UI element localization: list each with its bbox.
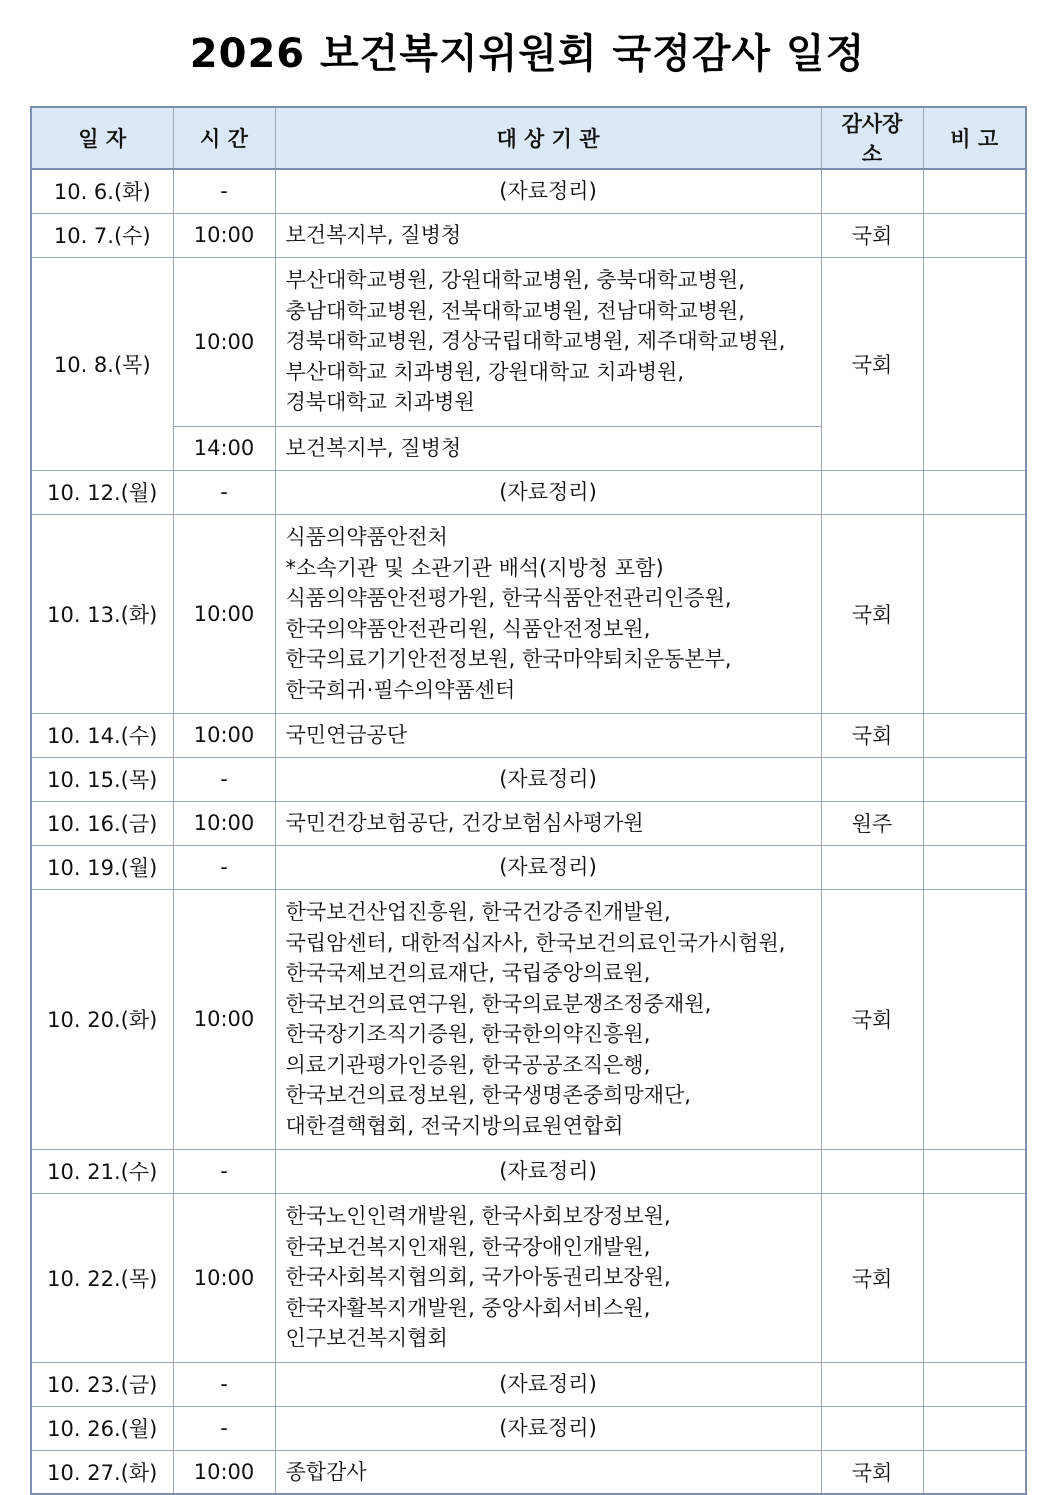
target-line: 보건복지부, 질병청 — [285, 222, 462, 247]
target-line: *소속기관 및 소관기관 배석(지방청 포함) — [285, 555, 664, 580]
target-cell — [275, 1362, 821, 1406]
header-row — [31, 107, 1026, 169]
table-row — [31, 1406, 1026, 1450]
note-cell — [923, 213, 1026, 257]
date-cell: 10. 6.(화) — [31, 169, 173, 213]
target-line: 한국의료기기안전정보원, 한국마약퇴치운동본부, — [285, 647, 732, 671]
target-line: 종합감사 — [285, 1459, 367, 1484]
target-cell — [275, 1193, 821, 1362]
date-cell: 10. 26.(월) — [31, 1406, 173, 1450]
target-line: 한국국제보건의료재단, 국립중앙의료원, — [285, 961, 651, 985]
schedule-body — [31, 169, 1026, 1494]
date-cell: 10. 7.(수) — [31, 213, 173, 257]
table-row — [31, 801, 1026, 845]
table-row — [31, 514, 1026, 713]
table-row — [31, 889, 1026, 1149]
note-cell — [923, 801, 1026, 845]
target-cell — [275, 1450, 821, 1494]
place-cell: 국회 — [821, 257, 923, 470]
place-cell — [821, 1149, 923, 1193]
note-cell — [923, 713, 1026, 757]
place-cell — [821, 1362, 923, 1406]
place-cell: 국회 — [821, 514, 923, 713]
place-cell — [821, 1406, 923, 1450]
target-line: 한국보건산업진흥원, 한국건강증진개발원, — [285, 900, 671, 924]
target-cell — [275, 213, 821, 257]
note-cell — [923, 169, 1026, 213]
page-title: 2026 보건복지위원회 국정감사 일정 — [189, 31, 866, 77]
target-cell — [275, 801, 821, 845]
date-cell: 10. 8.(목) — [31, 257, 173, 470]
table-row — [31, 713, 1026, 757]
place-cell: 국회 — [821, 213, 923, 257]
date-cell: 10. 21.(수) — [31, 1149, 173, 1193]
target-cell — [275, 845, 821, 889]
table-row — [31, 1193, 1026, 1362]
target-line: 국립암센터, 대한적십자사, 한국보건의료인국가시험원, — [285, 930, 786, 955]
target-line: (자료정리) — [499, 1415, 597, 1440]
time-cell: 14:00 — [173, 426, 275, 470]
note-cell — [923, 757, 1026, 801]
target-line: 국민건강보험공단, 건강보험심사평가원 — [285, 810, 644, 835]
target-cell — [275, 889, 821, 1149]
time-cell: - — [173, 1362, 275, 1406]
time-cell: - — [173, 1149, 275, 1193]
target-line: (자료정리) — [499, 766, 597, 791]
target-line: 한국자활복지개발원, 중앙사회서비스원, — [285, 1295, 651, 1320]
header-time: 시 간 — [173, 107, 275, 169]
date-cell: 10. 15.(목) — [31, 757, 173, 801]
target-line: (자료정리) — [499, 179, 597, 203]
note-cell — [923, 889, 1026, 1149]
table-row — [31, 470, 1026, 514]
target-cell — [275, 713, 821, 757]
table-row — [31, 213, 1026, 257]
target-line: 한국사회복지협의회, 국가아동권리보장원, — [285, 1265, 671, 1290]
target-line: 식품의약품안전처 — [285, 525, 448, 549]
note-cell — [923, 1406, 1026, 1450]
target-line: 부산대학교병원, 강원대학교병원, 충북대학교병원, — [285, 268, 745, 293]
header-note: 비 고 — [923, 107, 1026, 169]
target-line: 인구보건복지협회 — [285, 1326, 448, 1351]
target-line: 의료기관평가인증원, 한국공공조직은행, — [285, 1052, 651, 1077]
note-cell — [923, 1149, 1026, 1193]
note-cell — [923, 1450, 1026, 1494]
note-cell — [923, 845, 1026, 889]
target-cell — [275, 426, 821, 470]
place-cell — [821, 757, 923, 801]
target-cell — [275, 757, 821, 801]
header-date: 일 자 — [31, 107, 173, 169]
time-cell: 10:00 — [173, 801, 275, 845]
target-line: 경북대학교 치과병원 — [285, 390, 475, 415]
header-place: 감사장소 — [821, 107, 923, 169]
note-cell — [923, 1193, 1026, 1362]
time-cell: 10:00 — [173, 257, 275, 426]
date-cell: 10. 16.(금) — [31, 801, 173, 845]
target-line: 한국희귀·필수의약품센터 — [285, 677, 516, 702]
table-row — [31, 169, 1026, 213]
date-cell: 10. 19.(월) — [31, 845, 173, 889]
date-cell: 10. 27.(화) — [31, 1450, 173, 1494]
place-cell — [821, 470, 923, 514]
place-cell: 국회 — [821, 1193, 923, 1362]
table-row — [31, 845, 1026, 889]
time-cell: 10:00 — [173, 514, 275, 713]
target-line: 한국보건의료정보원, 한국생명존중희망재단, — [285, 1083, 691, 1107]
target-line: (자료정리) — [499, 854, 597, 879]
table-row — [31, 1362, 1026, 1406]
target-line: 경북대학교병원, 경상국립대학교병원, 제주대학교병원, — [285, 329, 786, 354]
note-cell — [923, 470, 1026, 514]
target-line: (자료정리) — [499, 1371, 597, 1396]
table-row — [31, 1149, 1026, 1193]
target-line: 식품의약품안전평가원, 한국식품안전관리인증원, — [285, 586, 732, 610]
note-cell — [923, 1362, 1026, 1406]
date-cell: 10. 22.(목) — [31, 1193, 173, 1362]
time-cell: 10:00 — [173, 213, 275, 257]
time-cell: - — [173, 169, 275, 213]
target-cell — [275, 169, 821, 213]
date-cell: 10. 13.(화) — [31, 514, 173, 713]
table-row — [31, 757, 1026, 801]
target-cell — [275, 470, 821, 514]
table-row — [31, 257, 1026, 426]
place-cell: 원주 — [821, 801, 923, 845]
date-cell: 10. 12.(월) — [31, 470, 173, 514]
target-cell — [275, 257, 821, 426]
date-cell: 10. 23.(금) — [31, 1362, 173, 1406]
target-line: 한국보건의료연구원, 한국의료분쟁조정중재원, — [285, 991, 712, 1016]
target-line: 한국노인인력개발원, 한국사회보장정보원, — [285, 1204, 671, 1229]
target-line: (자료정리) — [499, 1158, 597, 1183]
header-target: 대 상 기 관 — [275, 107, 821, 169]
time-cell: 10:00 — [173, 889, 275, 1149]
place-cell — [821, 169, 923, 213]
target-line: 충남대학교병원, 전북대학교병원, 전남대학교병원, — [285, 298, 745, 323]
time-cell: - — [173, 757, 275, 801]
table-row — [31, 1450, 1026, 1494]
time-cell: - — [173, 1406, 275, 1450]
date-cell: 10. 20.(화) — [31, 889, 173, 1149]
target-line: 한국장기조직기증원, 한국한의약진흥원, — [285, 1022, 651, 1046]
time-cell: 10:00 — [173, 1450, 275, 1494]
place-cell: 국회 — [821, 889, 923, 1149]
time-cell: - — [173, 845, 275, 889]
target-cell — [275, 514, 821, 713]
target-line: 한국의약품안전관리원, 식품안전정보원, — [285, 616, 651, 641]
target-cell — [275, 1149, 821, 1193]
schedule-table — [30, 106, 1027, 1495]
target-line: (자료정리) — [499, 479, 597, 504]
place-cell: 국회 — [821, 713, 923, 757]
target-line: 부산대학교 치과병원, 강원대학교 치과병원, — [285, 359, 685, 384]
target-line: 국민연금공단 — [285, 722, 408, 747]
date-cell: 10. 14.(수) — [31, 713, 173, 757]
place-cell: 국회 — [821, 1450, 923, 1494]
time-cell: - — [173, 470, 275, 514]
place-cell — [821, 845, 923, 889]
time-cell: 10:00 — [173, 713, 275, 757]
target-cell — [275, 1406, 821, 1450]
target-line: 대한결핵협회, 전국지방의료원연합회 — [285, 1113, 624, 1138]
time-cell: 10:00 — [173, 1193, 275, 1362]
target-line: 한국보건복지인재원, 한국장애인개발원, — [285, 1234, 651, 1259]
note-cell — [923, 257, 1026, 470]
target-line: 보건복지부, 질병청 — [285, 435, 462, 460]
note-cell — [923, 514, 1026, 713]
